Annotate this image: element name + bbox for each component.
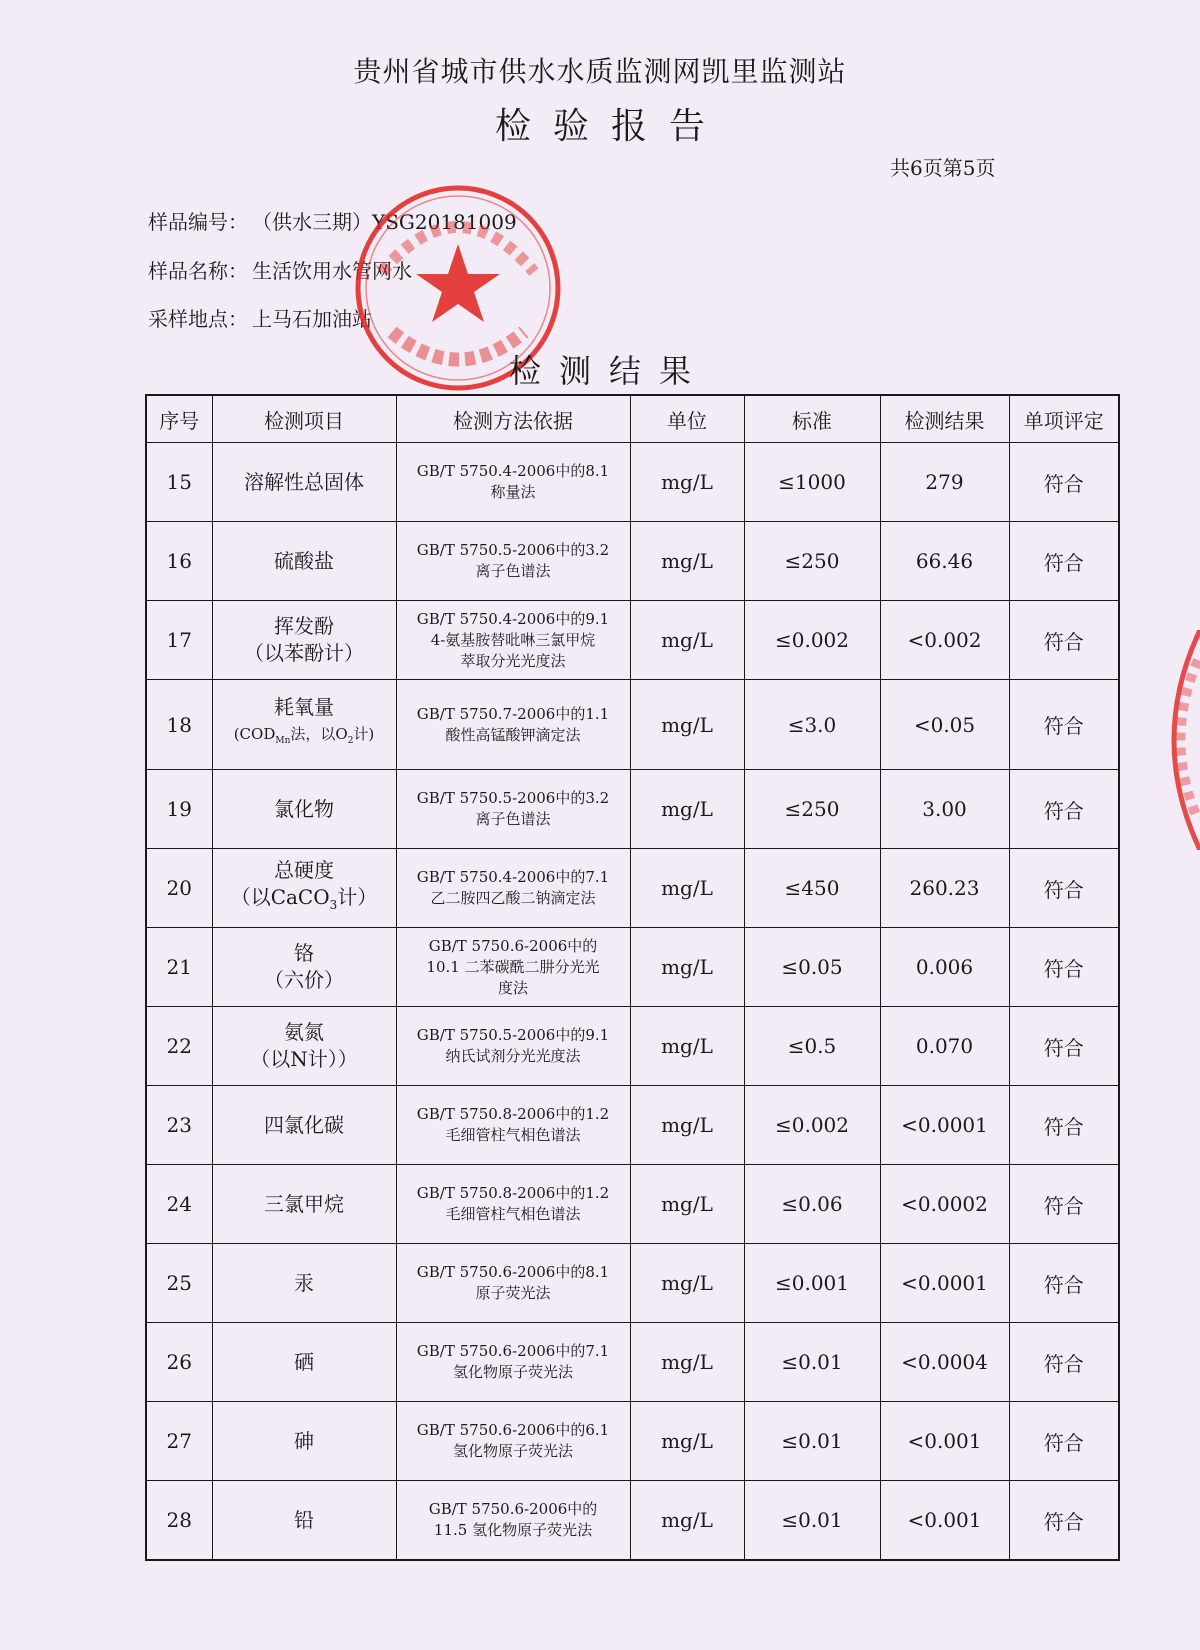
- method-line: GB/T 5750.8-2006中的1.2: [416, 1105, 610, 1123]
- row-item: 硒: [212, 1323, 396, 1402]
- row-no: 20: [146, 849, 212, 928]
- row-no: 23: [146, 1086, 212, 1165]
- table-row: [146, 770, 1119, 849]
- organization-title: 贵州省城市供水水质监测网凯里监测站: [353, 55, 847, 88]
- results-table: [145, 394, 1120, 1561]
- row-standard: ≤250: [744, 522, 880, 601]
- qualifier-subscript: 2: [347, 736, 354, 746]
- method-line: GB/T 5750.6-2006中的: [428, 936, 598, 955]
- method-line: GB/T 5750.4-2006中的9.1: [416, 609, 610, 628]
- row-method: [396, 1165, 630, 1244]
- row-item: 四氯化碳: [212, 1086, 396, 1165]
- qualifier-part: 计）: [337, 885, 378, 909]
- qualifier-subscript: Mn: [275, 736, 291, 746]
- row-verdict: 符合: [1009, 522, 1119, 601]
- method-line: 氢化物原子荧光法: [452, 1442, 573, 1460]
- results-section-title: 检测结果: [508, 352, 709, 390]
- method-line: 纳氏试剂分光光度法: [445, 1047, 581, 1065]
- sample-name-row: [148, 255, 412, 284]
- sample-location-label: 采样地点：: [148, 307, 248, 331]
- item-qualifier: （以N计））: [250, 1047, 358, 1071]
- method-line: GB/T 5750.5-2006中的3.2: [416, 789, 610, 807]
- row-method: [396, 1086, 630, 1165]
- row-verdict: 符合: [1009, 1086, 1119, 1165]
- row-no: 15: [146, 443, 212, 522]
- header-standard: 标准: [744, 395, 880, 443]
- header-result: 检测结果: [880, 395, 1009, 443]
- row-standard: ≤0.001: [744, 1244, 880, 1323]
- row-item: 硫酸盐: [212, 522, 396, 601]
- table-header-row: [146, 395, 1119, 443]
- method-line: GB/T 5750.8-2006中的1.2: [416, 1184, 610, 1202]
- qualifier-part: (COD: [233, 725, 276, 743]
- row-standard: ≤0.002: [744, 1086, 880, 1165]
- item-qualifier: （六价）: [264, 968, 344, 992]
- row-verdict: 符合: [1009, 680, 1119, 770]
- row-method: [396, 1402, 630, 1481]
- sample-location-value: 上马石加油站: [252, 307, 372, 331]
- row-no: 26: [146, 1323, 212, 1402]
- row-result: <0.0004: [880, 1323, 1009, 1402]
- method-line: 乙二胺四乙酸二钠滴定法: [430, 889, 596, 907]
- table-row: [146, 601, 1119, 680]
- row-verdict: 符合: [1009, 1165, 1119, 1244]
- row-item: [212, 849, 396, 928]
- row-standard: ≤0.002: [744, 601, 880, 680]
- table-row: [146, 849, 1119, 928]
- sample-name-value: 生活饮用水管网水: [252, 259, 412, 283]
- row-verdict: 符合: [1009, 443, 1119, 522]
- row-standard: ≤0.01: [744, 1323, 880, 1402]
- method-line: GB/T 5750.4-2006中的7.1: [416, 868, 610, 886]
- table-row: [146, 443, 1119, 522]
- table-row: [146, 1165, 1119, 1244]
- item-qualifier: [217, 721, 392, 755]
- row-item: [212, 1007, 396, 1086]
- row-verdict: 符合: [1009, 601, 1119, 680]
- method-line: 10.1 二苯碳酰二肼分光光: [426, 957, 600, 976]
- table-row: [146, 1086, 1119, 1165]
- row-method: [396, 1007, 630, 1086]
- row-no: 27: [146, 1402, 212, 1481]
- sample-number-row: [148, 206, 517, 235]
- row-item: [212, 680, 396, 770]
- row-result: <0.001: [880, 1481, 1009, 1561]
- item-name: 铬: [294, 941, 314, 965]
- header-item: 检测项目: [212, 395, 396, 443]
- row-unit: mg/L: [630, 1086, 744, 1165]
- method-line: 4-氨基胺替吡啉三氯甲烷: [430, 630, 596, 649]
- row-unit: mg/L: [630, 443, 744, 522]
- table-row: [146, 522, 1119, 601]
- row-standard: ≤0.01: [744, 1481, 880, 1561]
- row-no: 16: [146, 522, 212, 601]
- method-line: 酸性高锰酸钾滴定法: [445, 725, 581, 744]
- row-method: [396, 770, 630, 849]
- row-no: 21: [146, 928, 212, 1007]
- table-row: [146, 928, 1119, 1007]
- item-name: 总硬度: [274, 858, 334, 882]
- method-line: 11.5 氢化物原子荧光法: [433, 1521, 593, 1539]
- row-item: 溶解性总固体: [212, 443, 396, 522]
- method-line: GB/T 5750.6-2006中的6.1: [416, 1421, 610, 1439]
- method-line: 离子色谱法: [475, 810, 551, 828]
- row-item: 三氯甲烷: [212, 1165, 396, 1244]
- row-result: 0.006: [880, 928, 1009, 1007]
- row-verdict: 符合: [1009, 1007, 1119, 1086]
- row-item: 铅: [212, 1481, 396, 1561]
- method-line: GB/T 5750.7-2006中的1.1: [416, 704, 610, 723]
- row-result: 3.00: [880, 770, 1009, 849]
- table-row: [146, 1007, 1119, 1086]
- row-method: [396, 1323, 630, 1402]
- table-row: [146, 680, 1119, 770]
- item-name: 挥发酚: [274, 614, 334, 638]
- row-method: [396, 522, 630, 601]
- method-line: GB/T 5750.5-2006中的9.1: [416, 1026, 610, 1044]
- row-verdict: 符合: [1009, 1244, 1119, 1323]
- method-line: 萃取分光光度法: [460, 651, 566, 670]
- row-method: [396, 680, 630, 770]
- row-method: [396, 601, 630, 680]
- row-result: 0.070: [880, 1007, 1009, 1086]
- row-unit: mg/L: [630, 1323, 744, 1402]
- row-standard: ≤0.5: [744, 1007, 880, 1086]
- row-item: 砷: [212, 1402, 396, 1481]
- item-qualifier: [217, 884, 392, 919]
- row-result: <0.001: [880, 1402, 1009, 1481]
- header-unit: 单位: [630, 395, 744, 443]
- row-method: [396, 849, 630, 928]
- header-verdict: 单项评定: [1009, 395, 1119, 443]
- row-verdict: 符合: [1009, 1402, 1119, 1481]
- method-line: 度法: [497, 978, 528, 997]
- row-result: <0.05: [880, 680, 1009, 770]
- row-no: 24: [146, 1165, 212, 1244]
- row-unit: mg/L: [630, 1402, 744, 1481]
- row-verdict: 符合: [1009, 770, 1119, 849]
- table-row: [146, 1481, 1119, 1561]
- row-item: [212, 601, 396, 680]
- item-name: 氨氮: [284, 1020, 324, 1044]
- row-standard: ≤1000: [744, 443, 880, 522]
- row-standard: ≤450: [744, 849, 880, 928]
- row-unit: mg/L: [630, 1481, 744, 1561]
- row-unit: mg/L: [630, 1007, 744, 1086]
- row-item: 汞: [212, 1244, 396, 1323]
- row-standard: ≤0.01: [744, 1402, 880, 1481]
- row-unit: mg/L: [630, 770, 744, 849]
- document-title: 检验报告: [494, 106, 727, 147]
- item-qualifier: （以苯酚计）: [244, 641, 364, 665]
- page-count: 共6页第5页: [890, 156, 996, 180]
- qualifier-part: （以CaCO: [230, 885, 330, 909]
- method-line: 称量法: [490, 483, 536, 501]
- qualifier-part: 法，以O: [290, 725, 348, 743]
- method-line: GB/T 5750.4-2006中的8.1: [416, 462, 610, 480]
- row-no: 25: [146, 1244, 212, 1323]
- row-verdict: 符合: [1009, 1481, 1119, 1561]
- method-line: GB/T 5750.6-2006中的7.1: [416, 1342, 610, 1360]
- table-row: [146, 1244, 1119, 1323]
- row-no: 22: [146, 1007, 212, 1086]
- row-method: [396, 1481, 630, 1561]
- method-line: GB/T 5750.5-2006中的3.2: [416, 541, 610, 559]
- row-no: 17: [146, 601, 212, 680]
- row-result: 260.23: [880, 849, 1009, 928]
- header-method: 检测方法依据: [396, 395, 630, 443]
- row-no: 28: [146, 1481, 212, 1561]
- sample-location-row: [148, 303, 372, 332]
- row-item: 氯化物: [212, 770, 396, 849]
- method-line: GB/T 5750.6-2006中的8.1: [416, 1263, 610, 1281]
- item-name: 耗氧量: [274, 695, 334, 719]
- row-unit: mg/L: [630, 680, 744, 770]
- row-standard: ≤0.05: [744, 928, 880, 1007]
- row-method: [396, 443, 630, 522]
- table-row: [146, 1402, 1119, 1481]
- row-method: [396, 1244, 630, 1323]
- row-unit: mg/L: [630, 522, 744, 601]
- row-verdict: 符合: [1009, 928, 1119, 1007]
- row-standard: ≤3.0: [744, 680, 880, 770]
- row-item: [212, 928, 396, 1007]
- qualifier-subscript: 3: [329, 898, 338, 912]
- row-unit: mg/L: [630, 601, 744, 680]
- row-standard: ≤250: [744, 770, 880, 849]
- method-line: 原子荧光法: [475, 1284, 551, 1302]
- method-line: 氢化物原子荧光法: [452, 1363, 573, 1381]
- row-standard: ≤0.06: [744, 1165, 880, 1244]
- sample-number-label: 样品编号：: [148, 210, 248, 234]
- row-result: 66.46: [880, 522, 1009, 601]
- sample-number-value: （供水三期）YSG20181009: [252, 210, 517, 234]
- method-line: 离子色谱法: [475, 562, 551, 580]
- row-no: 19: [146, 770, 212, 849]
- row-unit: mg/L: [630, 1244, 744, 1323]
- method-line: GB/T 5750.6-2006中的: [428, 1500, 598, 1518]
- method-line: 毛细管柱气相色谱法: [445, 1126, 581, 1144]
- header-no: 序号: [146, 395, 212, 443]
- row-unit: mg/L: [630, 928, 744, 1007]
- partial-seal-icon: [1158, 630, 1200, 850]
- qualifier-part: 计): [353, 725, 375, 743]
- row-result: <0.002: [880, 601, 1009, 680]
- row-result: <0.0001: [880, 1244, 1009, 1323]
- row-unit: mg/L: [630, 849, 744, 928]
- row-no: 18: [146, 680, 212, 770]
- row-verdict: 符合: [1009, 1323, 1119, 1402]
- sample-name-label: 样品名称：: [148, 259, 248, 283]
- row-unit: mg/L: [630, 1165, 744, 1244]
- method-line: 毛细管柱气相色谱法: [445, 1205, 581, 1223]
- row-result: <0.0001: [880, 1086, 1009, 1165]
- row-result: 279: [880, 443, 1009, 522]
- table-row: [146, 1323, 1119, 1402]
- row-verdict: 符合: [1009, 849, 1119, 928]
- row-method: [396, 928, 630, 1007]
- row-result: <0.0002: [880, 1165, 1009, 1244]
